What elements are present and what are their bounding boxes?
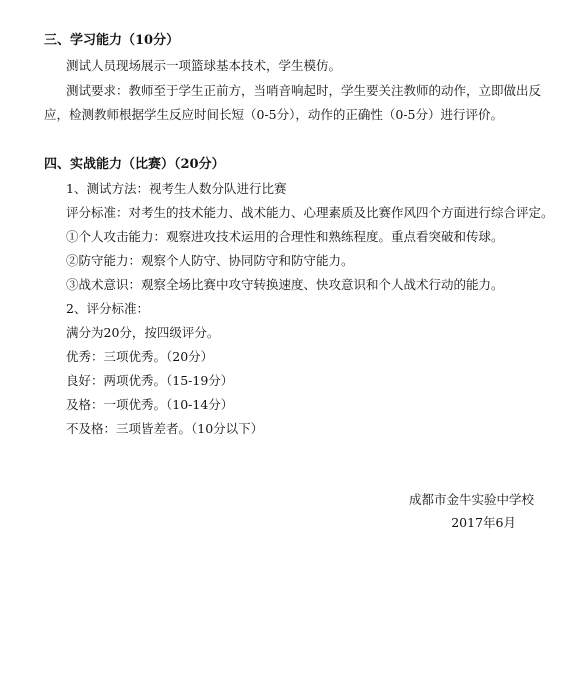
scoring-standard-title: 2、评分标准： [66, 301, 149, 316]
grade-pass: 及格：一项优秀。（10-14分） [66, 397, 234, 412]
section-4-title: 四、实战能力（比赛）（20分） [44, 157, 225, 172]
test-method: 1、测试方法：视考生人数分队进行比赛 [66, 181, 287, 196]
section-3-paragraph-2-line-2: 应，检测教师根据学生反应时间长短（0-5分），动作的正确性（0-5分）进行评价。 [44, 107, 504, 122]
school-name: 成都市金牛实验中学校 [408, 492, 534, 507]
document-date: 2017年6月 [451, 515, 516, 530]
scoring-criteria: 评分标准：对考生的技术能力、战术能力、心理素质及比赛作风四个方面进行综合评定。 [66, 205, 554, 220]
criteria-item-1: ①个人攻击能力：观察进攻技术运用的合理性和熟练程度。重点看突破和传球。 [66, 229, 504, 244]
criteria-item-2: ②防守能力：观察个人防守、协同防守和防守能力。 [66, 253, 354, 268]
criteria-item-3: ③战术意识：观察全场比赛中攻守转换速度、快攻意识和个人战术行动的能力。 [66, 277, 504, 292]
full-score-note: 满分为20分，按四级评分。 [66, 325, 220, 340]
grade-excellent: 优秀：三项优秀。（20分） [66, 349, 214, 364]
section-3-paragraph-2-line-1: 测试要求：教师至于学生正前方，当哨音响起时，学生要关注教师的动作，立即做出反 [66, 83, 542, 98]
section-3-paragraph-1: 测试人员现场展示一项篮球基本技术，学生模仿。 [66, 58, 342, 73]
grade-fail: 不及格：三项皆差者。（10分以下） [66, 421, 264, 436]
section-3-title: 三、学习能力（10分） [44, 33, 180, 48]
grade-good: 良好：两项优秀。（15-19分） [66, 373, 234, 388]
